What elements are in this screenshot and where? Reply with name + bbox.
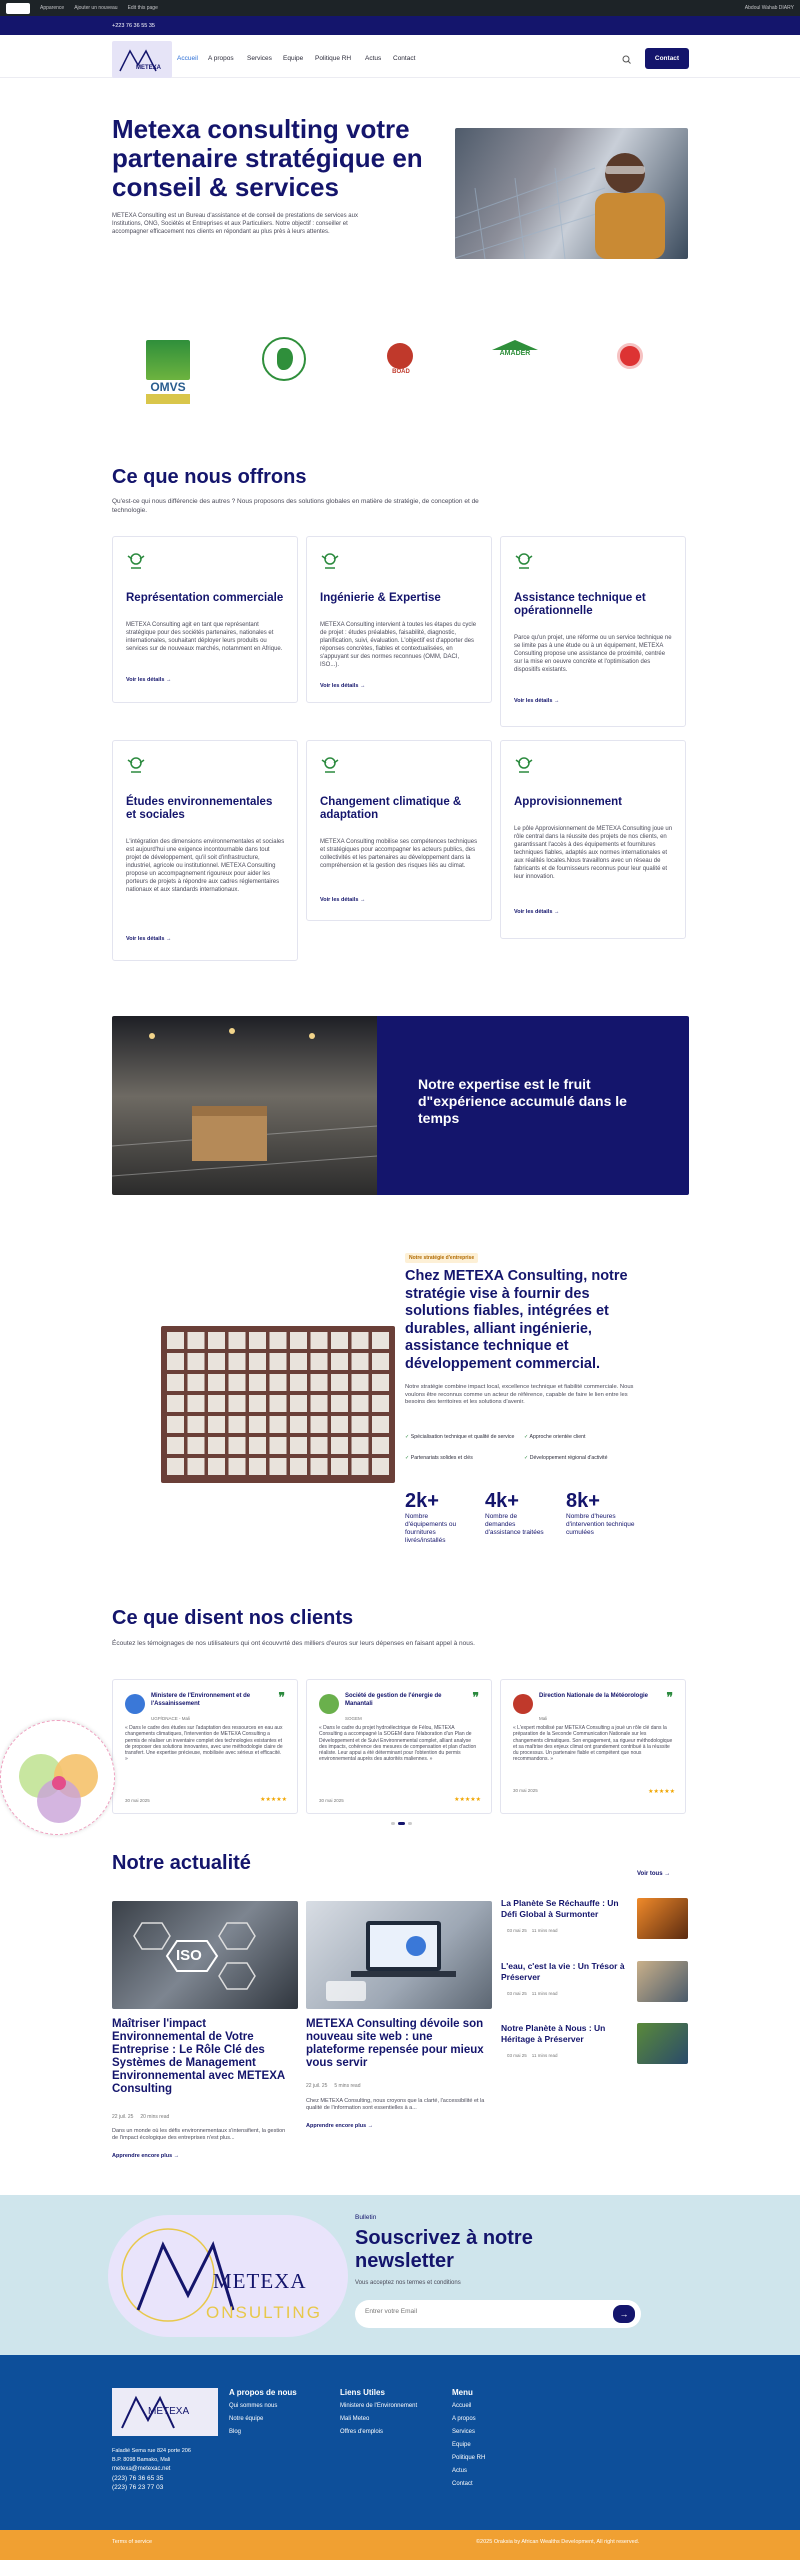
admin-item-add-new[interactable]: Ajouter un nouveau — [74, 5, 118, 11]
testimonial-card — [306, 1679, 492, 1814]
search-icon[interactable] — [622, 55, 631, 64]
service-icon — [125, 550, 147, 572]
footer-link[interactable]: Mali Meteo — [340, 2416, 370, 2422]
testimonial-date: 30 mai 2025 — [125, 1798, 150, 1803]
newsletter-form — [355, 2300, 641, 2328]
org-avatar — [319, 1694, 339, 1714]
partner-logo-omvs — [146, 340, 190, 404]
strategy-title: Chez METEXA Consulting, notre stratégie vise à fournir des solutions fiables, intégrées et durables, alliant ingénierie, assistance technique et développement commercial. — [405, 1268, 628, 1372]
footer-link[interactable]: Offres d'emplois — [340, 2429, 384, 2435]
service-card[interactable] — [112, 536, 298, 703]
side-news-image[interactable] — [637, 1898, 688, 1939]
footer-link[interactable]: Accueil — [452, 2403, 472, 2409]
nav-services[interactable]: Services — [247, 55, 272, 62]
footer-col-title: A propos de nous — [229, 2388, 297, 2397]
testimonial-org: Société de gestion de l'énergie de Manantali — [345, 1693, 442, 1707]
quote-icon: ❞ — [666, 1690, 673, 1704]
address-line: Faladié Sema rue 824 porte 206 — [112, 2448, 191, 2454]
amader-text: AMADER — [499, 350, 531, 357]
footer-phone-2[interactable]: (223) 76 23 77 03 — [112, 2484, 164, 2491]
service-more-link[interactable]: Voir les détails → — [514, 698, 560, 704]
nav-accueil[interactable]: Accueil — [177, 55, 198, 62]
footer-col-menu — [452, 2388, 485, 2491]
footer-email[interactable]: metexa@metexac.net — [112, 2466, 171, 2472]
nav-a-propos[interactable]: A propos — [208, 55, 234, 62]
footer-link[interactable]: Actus — [452, 2468, 468, 2474]
footer-col-links — [340, 2388, 417, 2439]
service-text: METEXA Consulting agit en tant que représentant stratégique pour des sociétés partenaires, nationales et internationales, souhaitant déployer leurs produits ou services sur de nouveaux marchés, notamment en Afrique. — [126, 622, 283, 652]
floating-diagram — [0, 1720, 115, 1835]
testimonial-date: 30 mai 2025 — [513, 1788, 538, 1793]
side-news-image[interactable] — [637, 1961, 688, 2002]
service-more-link[interactable]: Voir les détails → — [320, 683, 366, 689]
check-1: ✓ Spécialisation technique et qualité de service — [405, 1434, 515, 1440]
service-title: Représentation commerciale — [126, 592, 284, 604]
testimonial-org: Direction Nationale de la Météorologie — [539, 1693, 649, 1699]
stat-2: 4k+ Nombre de demandes d'assistance traitées — [485, 1490, 544, 1536]
footer-address — [112, 2447, 262, 2492]
logo-text: METEXA — [136, 65, 162, 71]
footer-link[interactable]: Notre équipe — [229, 2416, 264, 2422]
read-more-1[interactable]: Apprendre encore plus → — [112, 2153, 180, 2159]
service-more-link[interactable]: Voir les détails → — [126, 677, 172, 683]
news-title: Notre actualité — [112, 1852, 251, 1874]
expertise-banner — [112, 1016, 689, 1195]
check-3: ✓ Partenariats solides et clés — [405, 1455, 473, 1461]
quote-icon: ❞ — [472, 1690, 479, 1704]
news-excerpt-1: Dans un monde où les défis environnementaux s'intensifient, la gestion de l'impact écologique des entreprises n'est plus... — [112, 2128, 286, 2141]
rating-stars-icon: ★★★★★ — [260, 1797, 287, 1803]
testimonial-text: « L'expert mobilisé par METEXA Consulting a joué un rôle clé dans la préparation de la Seconde Communication Nationale sur les changements climatiques. Son engagement, sa rigueur méthodologique et sa maîtrise des enjeux climat ont grandement contribué à la réussite du processus. Un partenaire fiable et compétent que nous recommandons. » — [513, 1725, 673, 1763]
service-card[interactable] — [500, 536, 686, 727]
footer-col-title: Liens Utiles — [340, 2388, 385, 2397]
partner-logo-boad — [387, 343, 415, 385]
testimonial-date: 30 mai 2025 — [319, 1798, 344, 1803]
testimonial-card — [112, 1679, 298, 1814]
carousel-dots[interactable] — [391, 1822, 412, 1825]
rating-stars-icon: ★★★★★ — [648, 1789, 675, 1795]
footer-link[interactable]: Ministere de l'Environnement — [340, 2403, 418, 2409]
service-text: Parce qu'un projet, une réforme ou un service technique ne se limite pas à une étude ou à un équipement, METEXA Consulting propose une assistance de proximité, centrée sur la mise en oeuvre concrète et l'optimisation des dispositifs existants. — [514, 635, 672, 673]
hero-text: METEXA Consulting est un Bureau d'assistance et de conseil de prestations de services aux Institutions, ONG, Sociétés et Entreprises et aux Particuliers. Notre objectif : conseiller et accompagner efficacement nos clients en répondant au plus près à leurs attentes. — [112, 213, 358, 235]
newsletter-accept: Vous acceptez nos termes et conditions — [355, 2280, 461, 2286]
service-icon — [319, 550, 341, 572]
footer-link[interactable]: Politique RH — [452, 2455, 486, 2461]
service-title: Assistance technique et opérationnelle — [514, 592, 646, 617]
strategy-badge: Notre stratégie d'entreprise — [405, 1253, 478, 1263]
service-card[interactable] — [112, 740, 298, 961]
testimonials-subtitle: Écoutez les témoignages de nos utilisateurs qui ont écouvvrté des milliers d'euros sur leurs dépenses en faisant appel à nous. — [112, 1640, 475, 1647]
contact-button[interactable]: Contact — [645, 48, 689, 69]
testimonials-title: Ce que disent nos clients — [112, 1607, 354, 1629]
hero-image — [455, 128, 688, 259]
service-card[interactable] — [306, 536, 492, 703]
admin-item-edit-page[interactable]: Edit this page — [127, 5, 158, 11]
boad-text: BOAD — [392, 369, 410, 375]
banner-text: Notre expertise est le fruit d"expérience accumulé dans le temps — [418, 1076, 627, 1126]
site-logo[interactable] — [112, 41, 172, 78]
copyright: ©2025 Oraksia by African Wealths Development, All right reserved. — [476, 2539, 640, 2545]
footer-link[interactable]: Qui sommes nous — [229, 2403, 278, 2409]
news-meta-2: 22 juil. 25 5 mins read — [306, 2083, 361, 2089]
footer-col-title: Menu — [452, 2388, 473, 2397]
nav-equipe[interactable]: Equipe — [283, 55, 304, 62]
newsletter-title: Souscrivez à notre newsletter — [355, 2227, 533, 2272]
address-city: B.P. 8098 Bamako, Mali — [112, 2457, 171, 2463]
terms-link[interactable]: Terms of service — [112, 2539, 153, 2545]
wordpress-icon[interactable] — [6, 3, 30, 14]
side-news-title[interactable]: Notre Planète à Nous : Un Héritage à Préserver — [501, 2023, 606, 2044]
footer-phone-1[interactable]: (223) 76 36 65 35 — [112, 2475, 164, 2482]
quote-icon: ❞ — [278, 1690, 285, 1704]
footer-link[interactable]: Contact — [452, 2481, 473, 2487]
news-excerpt-2: Chez METEXA Consulting, nous croyons que la clarté, l'accessibilité et la qualité de l'information sont essentielles à a... — [306, 2098, 485, 2111]
news-big-title-1[interactable]: Maîtriser l'impact Environnemental de Votre Entreprise : Le Rôle Clé des Systèmes de Management Environnemental avec METEXA Consulting — [112, 2018, 285, 2095]
news-image-website[interactable] — [306, 1901, 492, 2009]
nav-politique-rh[interactable]: Politique RH — [315, 55, 352, 62]
strategy-image — [161, 1326, 395, 1483]
service-more-link[interactable]: Voir les détails → — [320, 897, 366, 903]
news-meta-1: 22 juil. 25 20 mins read — [112, 2114, 170, 2120]
service-text: METEXA Consulting intervient à toutes les étapes du cycle de projet : études préalables, faisabilité, diagnostic, planification, suivi, évaluation. L'objectif est d'apporter des réponses concrètes, fiables et contextualisées, en s'appuyant sur des normes reconnues (OMM, DACI, ISO...). — [320, 622, 477, 668]
footer-link[interactable]: Blog — [229, 2429, 242, 2435]
side-news-meta: 03 mai 25 11 mins read — [507, 2053, 558, 2058]
testimonial-sub: SOGEM — [345, 1716, 362, 1721]
org-avatar — [513, 1694, 533, 1714]
footer-link[interactable]: Services — [452, 2429, 476, 2435]
see-all-link[interactable]: Voir tous → — [637, 1871, 671, 1877]
service-icon — [513, 550, 535, 572]
arrow-right-icon: → — [619, 2309, 629, 2319]
nav-actus[interactable]: Actus — [365, 55, 382, 62]
news-big-title-2[interactable]: METEXA Consulting dévoile son nouveau site web : une plateforme repensée pour mieux vous servir — [306, 2018, 484, 2069]
newsletter-logo — [108, 2215, 348, 2337]
side-news-meta: 03 mai 25 11 mins read — [507, 1991, 558, 1996]
newsletter-kicker: Bulletin — [355, 2214, 377, 2221]
testimonial-org: Ministere de l'Environnement et de l'Assainissement — [151, 1693, 251, 1707]
testimonial-sub: UGP/DNACE - Mali — [151, 1716, 191, 1721]
newsletter-logo-text2: ONSULTING — [206, 2303, 322, 2322]
site-footer — [0, 2355, 800, 2530]
strategy-text: Notre stratégie combine impact local, excellence technique et fiabilité commerciale. Nous voulons être reconnus comme un acteur de référence, capable de faire le lien entre les besoins des territoires et les solutions d'avenir. — [405, 1384, 634, 1405]
top-bar — [0, 16, 800, 35]
hero-title: Metexa consulting votre partenaire stratégique en conseil & services — [112, 114, 423, 202]
check-4: ✓ Développement régional d'activité — [524, 1455, 608, 1461]
newsletter-email-input[interactable] — [365, 2308, 585, 2315]
service-title: Ingénierie & Expertise — [320, 592, 441, 604]
testimonial-text: « Dans le cadre des études sur l'adaptation des ressources en eau aux changements climatiques, l'intervention de METEXA Consulting a permis de réaliser un inventaire complet des technologies existantes et de proposer des solutions innovantes, avec une méthodologie claire de transfert. Une expertise précieuse, mobilisée avec sérieux et efficacité. » — [125, 1725, 283, 1763]
newsletter-logo-text1: METEXA — [213, 2269, 307, 2293]
partner-logo-amader — [492, 340, 538, 364]
org-avatar — [125, 1694, 145, 1714]
offer-subtitle: Qu'est-ce qui nous différencie des autres ? Nous proposons des solutions globales en matière de stratégie, de conception et de technologie. — [112, 498, 479, 514]
service-more-link[interactable]: Voir les détails → — [126, 936, 172, 942]
check-2: ✓ Approche orientée client — [524, 1434, 586, 1440]
phone-number: +223 76 36 55 35 — [112, 23, 155, 29]
side-news-title[interactable]: La Planète Se Réchauffe : Un Défi Global à Surmonter — [501, 1898, 619, 1919]
service-icon — [125, 754, 147, 776]
side-news-meta: 03 mai 25 11 mins read — [507, 1928, 558, 1933]
service-card[interactable] — [306, 740, 492, 921]
service-icon — [513, 754, 535, 776]
service-title: Études environnementales et sociales — [126, 796, 273, 821]
omvs-text: OMVS — [150, 380, 186, 394]
footer-link[interactable]: A propos — [452, 2416, 476, 2422]
bottom-bar — [0, 2530, 800, 2560]
side-news-title[interactable]: L'eau, c'est la vie : Un Trésor à Préserver — [501, 1961, 625, 1982]
service-text: METEXA Consulting mobilise ses compétences techniques et stratégiques pour accompagner les acteurs publics, des collectivités et les partenaires au développement dans la compréhension et la gestion des risques liés au climat. — [320, 839, 478, 869]
offer-title: Ce que nous offrons — [112, 466, 307, 488]
warehouse-image — [112, 1016, 377, 1195]
site-header — [0, 35, 800, 78]
admin-user[interactable]: Abdoul Wahab DIARY — [744, 5, 794, 11]
partner-logo-red — [617, 343, 643, 369]
service-card[interactable] — [500, 740, 686, 939]
nav-contact[interactable]: Contact — [393, 55, 416, 62]
testimonial-text: « Dans le cadre du projet hydroélectrique de Félou, METEXA Consulting a accompagné la SOGEM dans l'élaboration d'un Plan de Développement et de Suivi Environnemental complet, alliant analyse des impacts, cohérence des mesures de compensation et plan d'action réaliste. Leur appui a été déterminant pour l'obtention du permis environnemental auprès des autorités maliennes. » — [319, 1725, 477, 1763]
service-more-link[interactable]: Voir les détails → — [514, 909, 560, 915]
partner-logo-africa — [262, 337, 306, 381]
service-title: Changement climatique & adaptation — [320, 796, 462, 821]
iso-text: ISO — [176, 1947, 202, 1964]
stat-3: 8k+ Nombre d'heures d'intervention technique cumulées — [566, 1490, 635, 1536]
footer-link[interactable]: Equipe — [452, 2442, 471, 2448]
service-text: Le pôle Approvisionnement de METEXA Consulting joue un rôle central dans la réussite des projets de nos clients, en garantissant l'accès à des équipements et fournitures techniques fiables, adaptés aux normes internationales et aux réalités locales.Nous travaillons avec un réseau de fabricants et de fournisseurs reconnus pour leur qualité et leur innovation. — [514, 826, 673, 880]
news-image-iso[interactable] — [112, 1901, 298, 2009]
stat-1: 2k+ Nombre d'équipements ou fournitures livrés/installés — [405, 1490, 457, 1544]
read-more-2[interactable]: Apprendre encore plus → — [306, 2123, 374, 2129]
footer-col-about — [229, 2388, 297, 2439]
admin-bar — [0, 0, 800, 16]
testimonial-sub: Mali — [539, 1716, 548, 1721]
side-news-image[interactable] — [637, 2023, 688, 2064]
footer-logo[interactable] — [112, 2388, 218, 2436]
rating-stars-icon: ★★★★★ — [454, 1797, 481, 1803]
service-icon — [319, 754, 341, 776]
footer-logo-text: METEXA — [148, 2406, 190, 2417]
service-title: Approvisionnement — [514, 796, 622, 808]
admin-item-appearance[interactable]: Apparence — [40, 5, 65, 11]
newsletter-submit-button[interactable] — [613, 2305, 635, 2323]
service-text: L'intégration des dimensions environnementales et sociales est aujourd'hui une exigence incontournable dans tout projet de développement, qu'il soit d'infrastructure, industriel, agricole ou institutionnel. METEXA Consulting propose un accompagnement rigoureux pour aider les porteurs de projets à répondre aux cadres réglementaires nationaux et aux standards internationaux. — [126, 839, 285, 893]
testimonial-card — [500, 1679, 686, 1814]
